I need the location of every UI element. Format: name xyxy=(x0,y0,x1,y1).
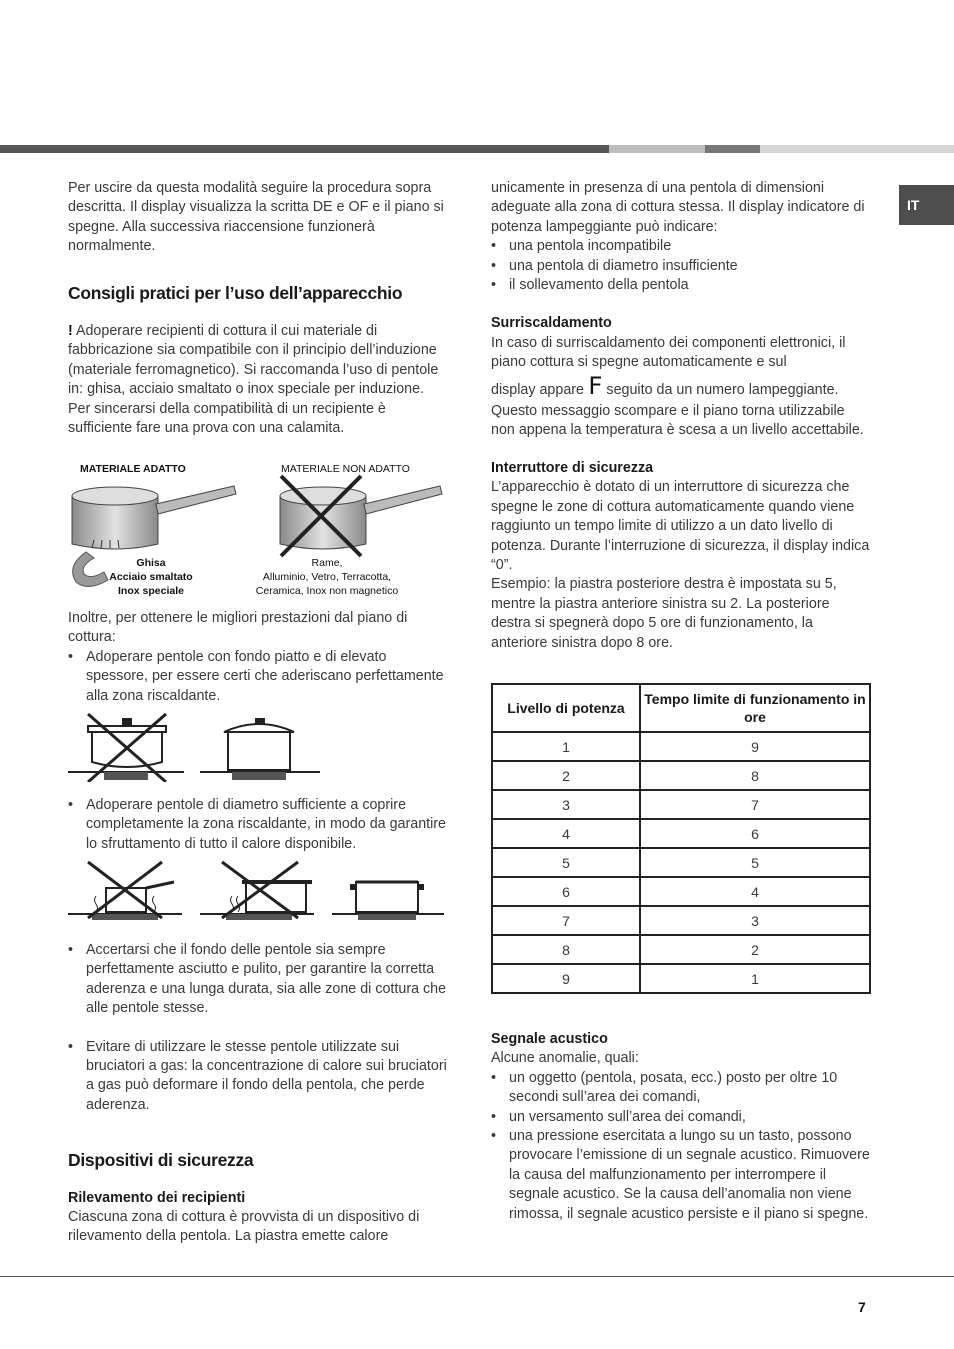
header-bar-pale xyxy=(760,145,954,153)
diameter-figure xyxy=(66,860,446,920)
bullet-fondo-piatto: • Adoperare pentole con fondo piatto e di elevato spessore, per essere certi che aderiscano perfettamente alla zona riscaldante. xyxy=(68,648,448,706)
language-tab: IT xyxy=(899,185,954,225)
unsuitable-l2: Alluminio, Vetro, Terracotta, xyxy=(262,571,392,583)
sub-rilevamento: Rilevamento dei recipienti xyxy=(68,1189,246,1206)
display-f-symbol: F xyxy=(587,371,603,400)
table-row xyxy=(492,761,870,790)
bullet-diametro: • Adoperare pentole di diametro sufficiente a coprire completamente la zona riscaldante, in modo da garantire lo sfruttamento di tutto il calore disponibile. xyxy=(68,796,448,854)
cell-livello: 8 xyxy=(492,935,640,964)
suitable-l2: Acciaio smaltato xyxy=(109,571,193,583)
cell-livello: 2 xyxy=(492,761,640,790)
power-time-table xyxy=(491,683,871,994)
surr-display-post: seguito da un numero lampeggiante. xyxy=(606,381,839,398)
suitable-title: MATERIALE ADATTO xyxy=(80,463,186,475)
table-row xyxy=(492,935,870,964)
header-bar-dark xyxy=(0,145,609,153)
cont-item: • una pentola incompatibile xyxy=(491,237,871,256)
suitable-l1: Ghisa xyxy=(136,557,166,569)
cell-ore: 3 xyxy=(640,906,870,935)
header-livello: Livello di potenza xyxy=(492,684,640,732)
unsuitable-title: MATERIALE NON ADATTO xyxy=(281,463,410,475)
warning-mark: ! xyxy=(68,323,73,340)
cell-ore: 8 xyxy=(640,761,870,790)
cell-livello: 7 xyxy=(492,906,640,935)
unsuitable-materials xyxy=(247,556,407,598)
cell-ore: 1 xyxy=(640,964,870,993)
surr-display-pre: display appare xyxy=(491,381,584,398)
table-row xyxy=(492,790,870,819)
left-column-2 xyxy=(68,609,448,706)
left-column xyxy=(68,179,448,438)
segnale-item: • una pressione esercitata a lungo su un tasto, possono provocare l’emissione di un segnale acustico. Rimuovere la causa del malfunzionamento per interrompere il segnale acustico. Se la causa dell’anomalia non viene rimossa, il segnale acustico persiste e il piano si spegne. xyxy=(491,1127,871,1224)
cont-text: unicamente in presenza di una pentola di dimensioni adeguate alla zona di cottura stessa. Il display indicatore di potenza lampeggiante può indicare: xyxy=(491,180,865,235)
warning-text: Adoperare recipienti di cottura il cui materiale di fabbricazione sia compatibile con il principio dell’induzione (materiale ferromagnetico). Si raccomanda l’uso di pentole in: ghisa, acciaio smaltato o inox speciale per induzione. Per sincerarsi della compatibilità di un recipiente è sufficiente fare una prova con una calamita. xyxy=(68,323,439,437)
rilevamento-text: Ciascuna zona di cottura è provvista di un dispositivo di rilevamento della pentola. La piastra emette calore xyxy=(68,1209,420,1245)
sub-interruttore: Interruttore di sicurezza xyxy=(491,459,654,476)
cell-ore: 9 xyxy=(640,732,870,761)
table-row xyxy=(492,732,870,761)
table-row xyxy=(492,964,870,993)
table-header-row xyxy=(492,684,870,732)
left-column-3 xyxy=(68,796,448,854)
footer-rule xyxy=(0,1276,954,1277)
page-number: 7 xyxy=(858,1299,866,1315)
bullet-fondo-asciutto: • Accertarsi che il fondo delle pentole sia sempre perfettamente asciutto e pulito, per garantire la corretta aderenza e una lunga durata, sia alle zone di cottura che alle pentole stesse. xyxy=(68,941,448,1019)
header-bar-light xyxy=(609,145,705,153)
right-column-2 xyxy=(491,1030,871,1224)
segnale-item: • un oggetto (pentola, posata, ecc.) posto per oltre 10 secondi sull’area dei comandi, xyxy=(491,1069,871,1108)
inoltre-text: Inoltre, per ottenere le migliori prestazioni dal piano di cottura: xyxy=(68,610,408,646)
intro-text: Per uscire da questa modalità seguire la procedura sopra descritta. Il display visualizza la scritta DE e OF e il piano si spegne. Alla successiva riaccensione funzionerà normalmente. xyxy=(68,180,444,255)
unsuitable-l3: Ceramica, Inox non magnetico xyxy=(255,585,399,597)
surr-display-line xyxy=(491,371,871,400)
header-tempo: Tempo limite di funzionamento in ore xyxy=(640,684,870,732)
suitable-materials xyxy=(106,556,196,598)
cell-ore: 6 xyxy=(640,819,870,848)
warning-paragraph xyxy=(68,322,448,438)
cell-livello: 4 xyxy=(492,819,640,848)
surr-text2: Questo messaggio scompare e il piano torna utilizzabile non appena la temperatura è scesa a un livello accettabile. xyxy=(491,403,864,439)
heading-consigli: Consigli pratici per l’uso dell’apparecchio xyxy=(68,282,403,303)
heading-dispositivi: Dispositivi di sicurezza xyxy=(68,1150,254,1171)
unsuitable-l1: Rame, xyxy=(311,557,343,569)
segnale-item: • un versamento sull’area dei comandi, xyxy=(491,1108,871,1127)
cell-ore: 2 xyxy=(640,935,870,964)
sub-segnale: Segnale acustico xyxy=(491,1031,608,1047)
table-row xyxy=(492,906,870,935)
cell-livello: 6 xyxy=(492,877,640,906)
left-column-4 xyxy=(68,941,448,1247)
table-row xyxy=(492,877,870,906)
table-row xyxy=(492,848,870,877)
esempio-text: Esempio: la piastra posteriore destra è impostata su 5, mentre la piastra anteriore sinistra su 2. La posteriore destra si spegnerà dopo 5 ore di funzionamento, la anteriore sinistra dopo 8 ore. xyxy=(491,576,837,651)
cell-ore: 7 xyxy=(640,790,870,819)
cont-item: • il sollevamento della pentola xyxy=(491,276,871,295)
right-column xyxy=(491,179,871,653)
cell-ore: 5 xyxy=(640,848,870,877)
bullet-bruciatori-gas: • Evitare di utilizzare le stesse pentole utilizzate sui bruciatori a gas: la concentrazione di calore sui bruciatori a gas può deformare il fondo della pentola, che perde aderenza. xyxy=(68,1038,448,1116)
cont-item: • una pentola di diametro insufficiente xyxy=(491,257,871,276)
segnale-list xyxy=(491,1069,871,1224)
table-row xyxy=(492,819,870,848)
cell-livello: 9 xyxy=(492,964,640,993)
cell-livello: 3 xyxy=(492,790,640,819)
sub-surriscaldamento: Surriscaldamento xyxy=(491,315,612,332)
surr-text: In caso di surriscaldamento dei componenti elettronici, il piano cottura si spegne automaticamente e sul xyxy=(491,334,846,371)
cell-livello: 5 xyxy=(492,848,640,877)
cont-list xyxy=(491,237,871,295)
header-bar-mid xyxy=(705,145,760,153)
cell-livello: 1 xyxy=(492,732,640,761)
suitable-l3: Inox speciale xyxy=(118,585,184,597)
interr-text: L’apparecchio è dotato di un interruttore di sicurezza che spegne le zone di cottura automaticamente quando viene raggiunto un tempo limite di utilizzo a un dato livello di potenza. Durante l’interruzione di sicurezza, il display indica “0”. xyxy=(491,479,870,573)
cell-ore: 4 xyxy=(640,877,870,906)
segnale-intro: Alcune anomalie, quali: xyxy=(491,1050,639,1067)
flat-bottom-figure xyxy=(66,712,324,782)
